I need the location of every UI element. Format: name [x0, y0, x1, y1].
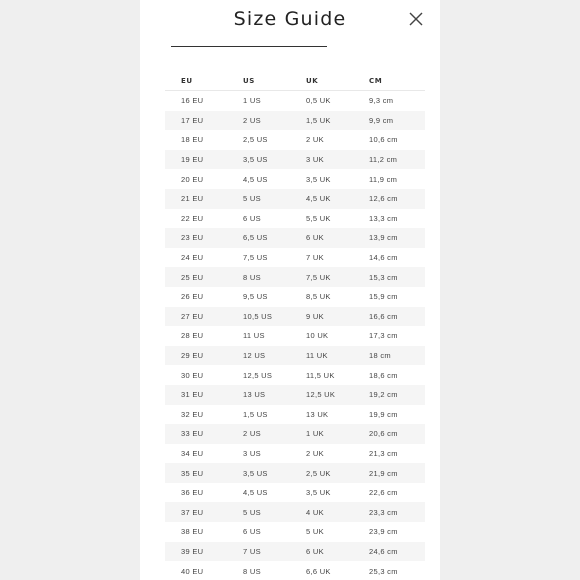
- cell-eu: 19 EU: [181, 155, 204, 165]
- cell-uk: 3,5 UK: [306, 174, 331, 184]
- cell-eu: 17 EU: [181, 115, 204, 125]
- cell-uk: 9 UK: [306, 311, 324, 321]
- table-header: [165, 72, 425, 91]
- cell-uk: 6 UK: [306, 233, 324, 243]
- cell-uk: 11 UK: [306, 351, 328, 361]
- cell-us: 8 US: [243, 566, 261, 576]
- cell-uk: 4,5 UK: [306, 194, 331, 204]
- cell-cm: 20,6 cm: [369, 429, 398, 439]
- cell-cm: 25,3 cm: [369, 566, 398, 576]
- table-row: [165, 326, 425, 346]
- cell-cm: 13,9 cm: [369, 233, 398, 243]
- cell-us: 6 US: [243, 527, 261, 537]
- cell-eu: 33 EU: [181, 429, 204, 439]
- cell-cm: 22,6 cm: [369, 488, 398, 498]
- cell-us: 1 US: [243, 96, 261, 106]
- cell-cm: 16,6 cm: [369, 311, 398, 321]
- cell-eu: 35 EU: [181, 468, 204, 478]
- close-icon: [407, 10, 425, 28]
- cell-eu: 36 EU: [181, 488, 204, 498]
- cell-us: 5 US: [243, 194, 261, 204]
- table-row: [165, 91, 425, 111]
- cell-uk: 2 UK: [306, 448, 324, 458]
- cell-us: 3 US: [243, 448, 261, 458]
- cell-us: 1,5 US: [243, 409, 268, 419]
- cell-uk: 0,5 UK: [306, 96, 331, 106]
- cell-cm: 19,2 cm: [369, 390, 398, 400]
- table-row: [165, 209, 425, 229]
- cell-eu: 38 EU: [181, 527, 204, 537]
- cell-us: 7 US: [243, 546, 261, 556]
- cell-eu: 23 EU: [181, 233, 204, 243]
- table-row: [165, 287, 425, 307]
- cell-us: 3,5 US: [243, 468, 268, 478]
- table-row: [165, 365, 425, 385]
- cell-cm: 10,6 cm: [369, 135, 398, 145]
- cell-eu: 21 EU: [181, 194, 204, 204]
- header-cm: CM: [369, 77, 383, 85]
- table-row: [165, 248, 425, 268]
- cell-us: 6 US: [243, 213, 261, 223]
- cell-uk: 11,5 UK: [306, 370, 335, 380]
- table-row: [165, 130, 425, 150]
- table-row: [165, 346, 425, 366]
- cell-eu: 18 EU: [181, 135, 204, 145]
- cell-uk: 6 UK: [306, 546, 324, 556]
- table-row: [165, 522, 425, 542]
- cell-uk: 2 UK: [306, 135, 324, 145]
- modal-title: Size Guide: [233, 8, 347, 30]
- cell-cm: 21,9 cm: [369, 468, 398, 478]
- cell-us: 2,5 US: [243, 135, 268, 145]
- cell-uk: 12,5 UK: [306, 390, 336, 400]
- cell-uk: 8,5 UK: [306, 292, 331, 302]
- table-row: [165, 189, 425, 209]
- cell-uk: 3,5 UK: [306, 488, 331, 498]
- table-row: [165, 405, 425, 425]
- cell-uk: 7 UK: [306, 253, 324, 263]
- cell-uk: 1 UK: [306, 429, 324, 439]
- header-eu: EU: [181, 77, 193, 85]
- cell-us: 11 US: [243, 331, 265, 341]
- cell-us: 5 US: [243, 507, 261, 517]
- header-uk: UK: [306, 77, 319, 85]
- cell-us: 10,5 US: [243, 311, 273, 321]
- table-row: [165, 111, 425, 131]
- cell-eu: 20 EU: [181, 174, 204, 184]
- cell-us: 7,5 US: [243, 253, 268, 263]
- table-row: [165, 561, 425, 580]
- cell-cm: 11,2 cm: [369, 155, 398, 165]
- table-row: [165, 169, 425, 189]
- cell-us: 9,5 US: [243, 292, 268, 302]
- table-row: [165, 542, 425, 562]
- table-row: [165, 385, 425, 405]
- table-row: [165, 424, 425, 444]
- cell-cm: 9,9 cm: [369, 115, 394, 125]
- cell-eu: 27 EU: [181, 311, 204, 321]
- cell-cm: 18,6 cm: [369, 370, 398, 380]
- cell-eu: 22 EU: [181, 213, 204, 223]
- cell-uk: 1,5 UK: [306, 115, 331, 125]
- cell-cm: 15,9 cm: [369, 292, 398, 302]
- cell-eu: 24 EU: [181, 253, 204, 263]
- cell-us: 8 US: [243, 272, 261, 282]
- cell-cm: 19,9 cm: [369, 409, 398, 419]
- cell-uk: 5,5 UK: [306, 213, 331, 223]
- size-table: [165, 72, 425, 580]
- cell-eu: 34 EU: [181, 448, 204, 458]
- cell-cm: 23,3 cm: [369, 507, 398, 517]
- cell-uk: 2,5 UK: [306, 468, 331, 478]
- cell-us: 4,5 US: [243, 174, 268, 184]
- cell-eu: 28 EU: [181, 331, 204, 341]
- cell-eu: 26 EU: [181, 292, 204, 302]
- cell-eu: 25 EU: [181, 272, 204, 282]
- cell-cm: 24,6 cm: [369, 546, 398, 556]
- cell-eu: 29 EU: [181, 351, 204, 361]
- tab-underline: [171, 46, 327, 47]
- cell-uk: 13 UK: [306, 409, 329, 419]
- cell-us: 2 US: [243, 429, 261, 439]
- size-guide-modal: [140, 0, 440, 580]
- cell-cm: 12,6 cm: [369, 194, 398, 204]
- cell-cm: 11,9 cm: [369, 174, 398, 184]
- cell-uk: 7,5 UK: [306, 272, 331, 282]
- cell-uk: 4 UK: [306, 507, 324, 517]
- cell-cm: 15,3 cm: [369, 272, 398, 282]
- cell-cm: 14,6 cm: [369, 253, 398, 263]
- cell-us: 4,5 US: [243, 488, 268, 498]
- table-row: [165, 463, 425, 483]
- cell-us: 12 US: [243, 351, 266, 361]
- cell-cm: 9,3 cm: [369, 96, 394, 106]
- cell-eu: 30 EU: [181, 370, 204, 380]
- cell-cm: 17,3 cm: [369, 331, 398, 341]
- cell-cm: 13,3 cm: [369, 213, 398, 223]
- table-row: [165, 483, 425, 503]
- cell-us: 6,5 US: [243, 233, 268, 243]
- cell-uk: 10 UK: [306, 331, 329, 341]
- cell-uk: 5 UK: [306, 527, 324, 537]
- table-row: [165, 150, 425, 170]
- table-row: [165, 228, 425, 248]
- table-row: [165, 267, 425, 287]
- cell-eu: 31 EU: [181, 390, 204, 400]
- cell-eu: 40 EU: [181, 566, 204, 576]
- cell-uk: 3 UK: [306, 155, 324, 165]
- cell-us: 2 US: [243, 115, 261, 125]
- cell-us: 3,5 US: [243, 155, 268, 165]
- cell-eu: 37 EU: [181, 507, 204, 517]
- close-button[interactable]: [407, 10, 425, 28]
- cell-us: 13 US: [243, 390, 266, 400]
- cell-eu: 16 EU: [181, 96, 204, 106]
- cell-eu: 32 EU: [181, 409, 204, 419]
- cell-cm: 21,3 cm: [369, 448, 398, 458]
- header-us: US: [243, 77, 255, 85]
- table-row: [165, 307, 425, 327]
- table-row: [165, 444, 425, 464]
- cell-uk: 6,6 UK: [306, 566, 331, 576]
- cell-cm: 18 cm: [369, 351, 391, 361]
- cell-us: 12,5 US: [243, 370, 273, 380]
- cell-eu: 39 EU: [181, 546, 204, 556]
- cell-cm: 23,9 cm: [369, 527, 398, 537]
- table-row: [165, 502, 425, 522]
- table-body: [165, 91, 425, 580]
